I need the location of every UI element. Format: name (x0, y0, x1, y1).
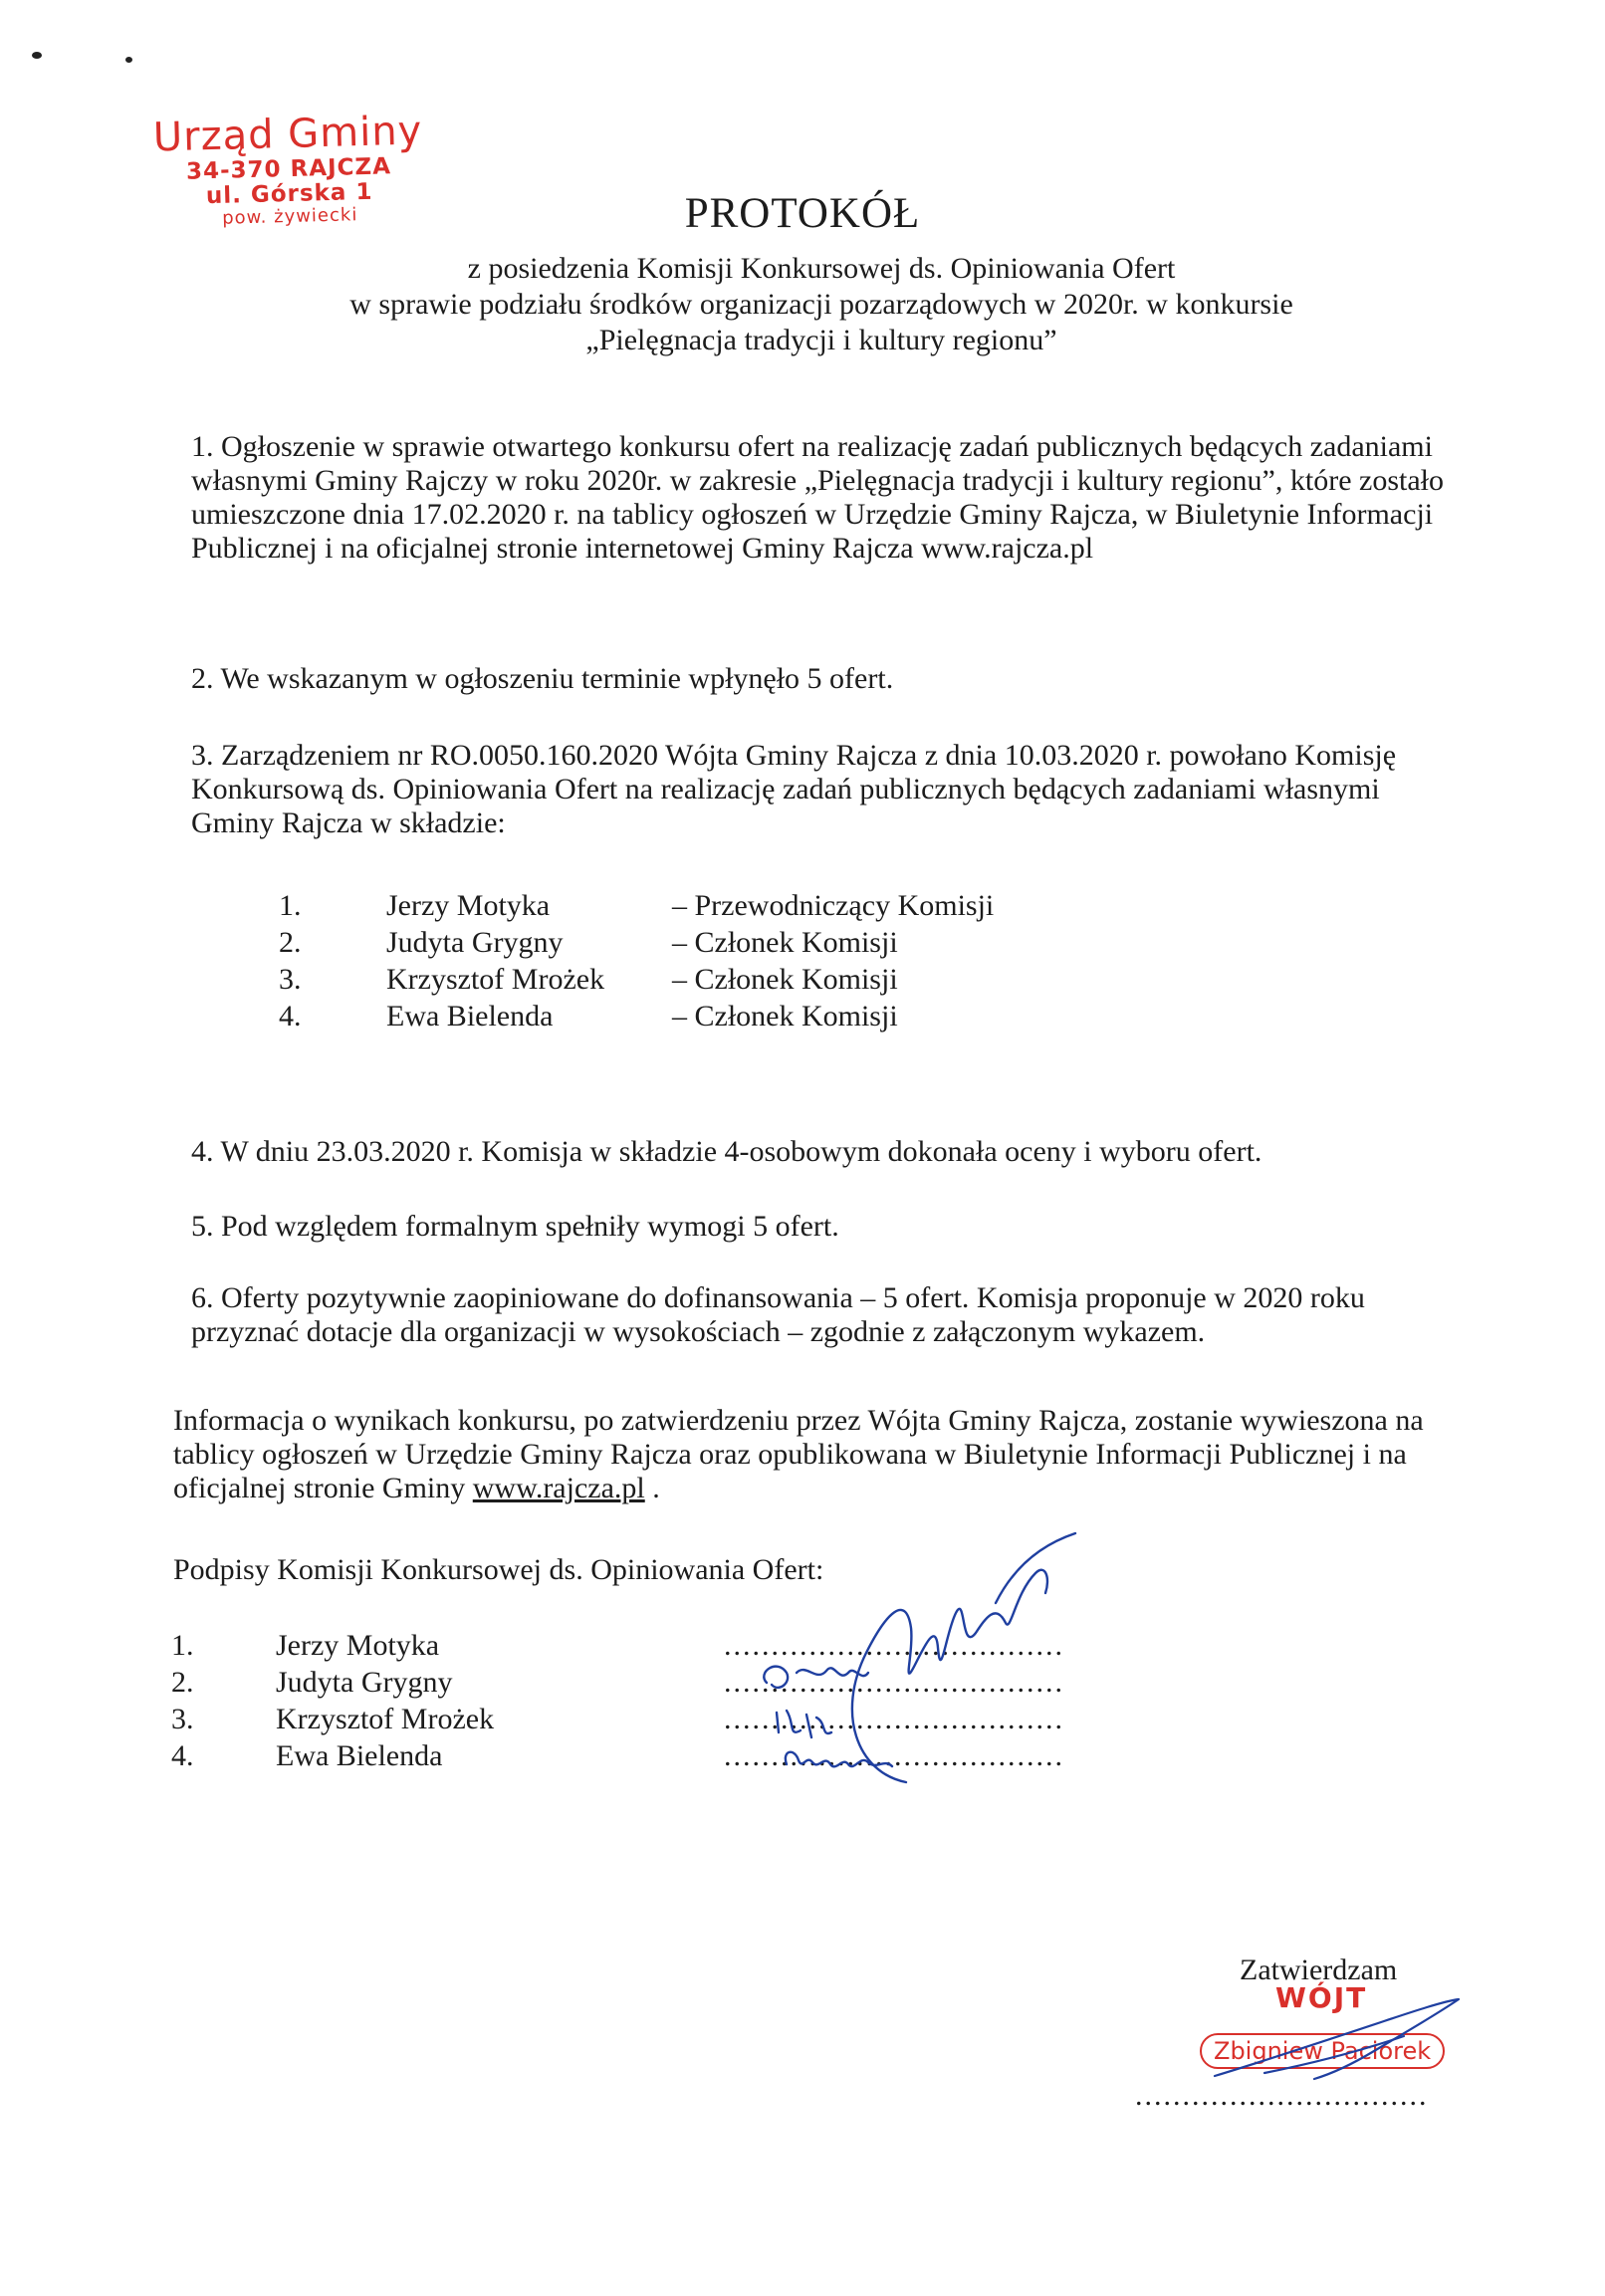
point-5: 5. Pod względem formalnym spełniły wymogi 5 ofert. (191, 1210, 839, 1243)
results-info-text: Informacja o wynikach konkursu, po zatwierdzeniu przez Wójta Gminy Rajcza, zostanie wywieszona na tablicy ogłoszeń w Urzędzie Gminy Rajcza oraz opublikowana w Biuletynie Informacji Publicznej i na oficjalnej stronie Gminy (173, 1404, 1424, 1504)
point-3: 3. Zarządzeniem nr RO.0050.160.2020 Wójta Gminy Rajcza z dnia 10.03.2020 r. powołano Komisję Konkursową ds. Opiniowania Ofert na realizację zadań publicznych będących zadaniami własnymi Gminy Rajcza w składzie: (191, 739, 1397, 839)
member-number: 1. (279, 889, 302, 922)
signer-name: Judyta Grygny (276, 1666, 453, 1699)
committee-members-list (279, 889, 1175, 1036)
point-4: 4. W dniu 23.03.2020 r. Komisja w składzie 4-osobowym dokonała oceny i wyboru ofert. (191, 1135, 1262, 1168)
wojt-signature (1205, 1981, 1464, 2091)
subtitle-line: z posiedzenia Komisji Konkursowej ds. Opiniowania Ofert (467, 252, 1176, 285)
signer-name: Ewa Bielenda (276, 1739, 443, 1772)
member-number: 4. (279, 1000, 302, 1033)
document-title: PROTOKÓŁ (684, 190, 921, 237)
signature-line: .................................... (724, 1703, 1064, 1735)
signer-number: 3. (171, 1703, 194, 1735)
approval-signature-line: ............................... (1135, 2079, 1429, 2112)
signer-number: 4. (171, 1739, 194, 1772)
approval-label: Zatwierdzam (1240, 1953, 1398, 1986)
signature-stroke (764, 1667, 868, 1688)
document-subtitle (249, 251, 1394, 358)
signature-stroke (852, 1570, 1047, 1782)
list-item (279, 1000, 1175, 1036)
stamp-county: pow. żywiecki (221, 204, 358, 229)
subtitle-line: „Pielęgnacja tradycji i kultury regionu” (585, 324, 1057, 356)
signature-stroke (1215, 1999, 1459, 2079)
signature-stroke (777, 1711, 831, 1737)
results-info-end: . (644, 1472, 660, 1504)
subtitle-line: w sprawie podziału środków organizacji pozarządowych w 2020r. w konkursie (349, 288, 1293, 321)
signatures-heading: Podpisy Komisji Konkursowej ds. Opiniowania Ofert: (173, 1553, 824, 1586)
stamp-street: ul. Górska 1 (205, 178, 373, 210)
signer-name: Jerzy Motyka (276, 1629, 440, 1662)
signature-stroke (996, 1533, 1075, 1603)
member-number: 2. (279, 926, 302, 959)
list-item (279, 963, 1175, 1000)
member-number: 3. (279, 963, 302, 996)
list-item (279, 889, 1175, 926)
member-role: – Członek Komisji (672, 1000, 898, 1033)
member-name: Ewa Bielenda (386, 1000, 554, 1033)
committee-signatures (717, 1533, 1095, 1792)
results-info (173, 1404, 1428, 1505)
scan-speck (125, 57, 132, 63)
signature-line: .................................... (724, 1629, 1064, 1662)
signature-line: .................................... (724, 1666, 1064, 1699)
signer-number: 1. (171, 1629, 194, 1662)
wojt-stamp-title: WÓJT (1275, 1981, 1368, 2014)
signature-stroke (786, 1752, 892, 1767)
member-role: – Członek Komisji (672, 926, 898, 959)
signer-number: 2. (171, 1666, 194, 1699)
website-link[interactable]: www.rajcza.pl (472, 1472, 645, 1504)
point-2: 2. We wskazanym w ogłoszeniu terminie wpłynęło 5 ofert. (191, 662, 894, 695)
wojt-stamp-name: Zbigniew Paciorek (1200, 2033, 1445, 2069)
member-name: Jerzy Motyka (386, 889, 551, 922)
list-item (279, 926, 1175, 963)
point-6: 6. Oferty pozytywnie zaopiniowane do dofinansowania – 5 ofert. Komisja proponuje w 2020 roku przyznać dotacje dla organizacji w wysokościach – zgodnie z załączonym wykazem. (191, 1281, 1365, 1348)
member-role: – Przewodniczący Komisji (672, 889, 995, 922)
scan-speck (32, 52, 42, 59)
member-name: Krzysztof Mrożek (386, 963, 605, 996)
member-name: Judyta Grygny (386, 926, 564, 959)
signer-name: Krzysztof Mrożek (276, 1703, 495, 1735)
stamp-postal: 34-370 RAJCZA (185, 153, 392, 185)
signature-line: .................................... (724, 1739, 1064, 1772)
stamp-office-name: Urząd Gminy (152, 108, 423, 161)
point-1: 1. Ogłoszenie w sprawie otwartego konkursu ofert na realizację zadań publicznych będących zadaniami własnymi Gminy Rajczy w roku 2020r. w zakresie „Pielęgnacja tradycji i kultury regionu”, które zostało umieszczone dnia 17.02.2020 r. na tablicy ogłoszeń w Urzędzie Gminy Rajcza, w Biuletynie Informacji Publicznej i na oficjalnej stronie internetowej Gminy Rajcza www.rajcza.pl (191, 430, 1444, 565)
member-role: – Członek Komisji (672, 963, 898, 996)
